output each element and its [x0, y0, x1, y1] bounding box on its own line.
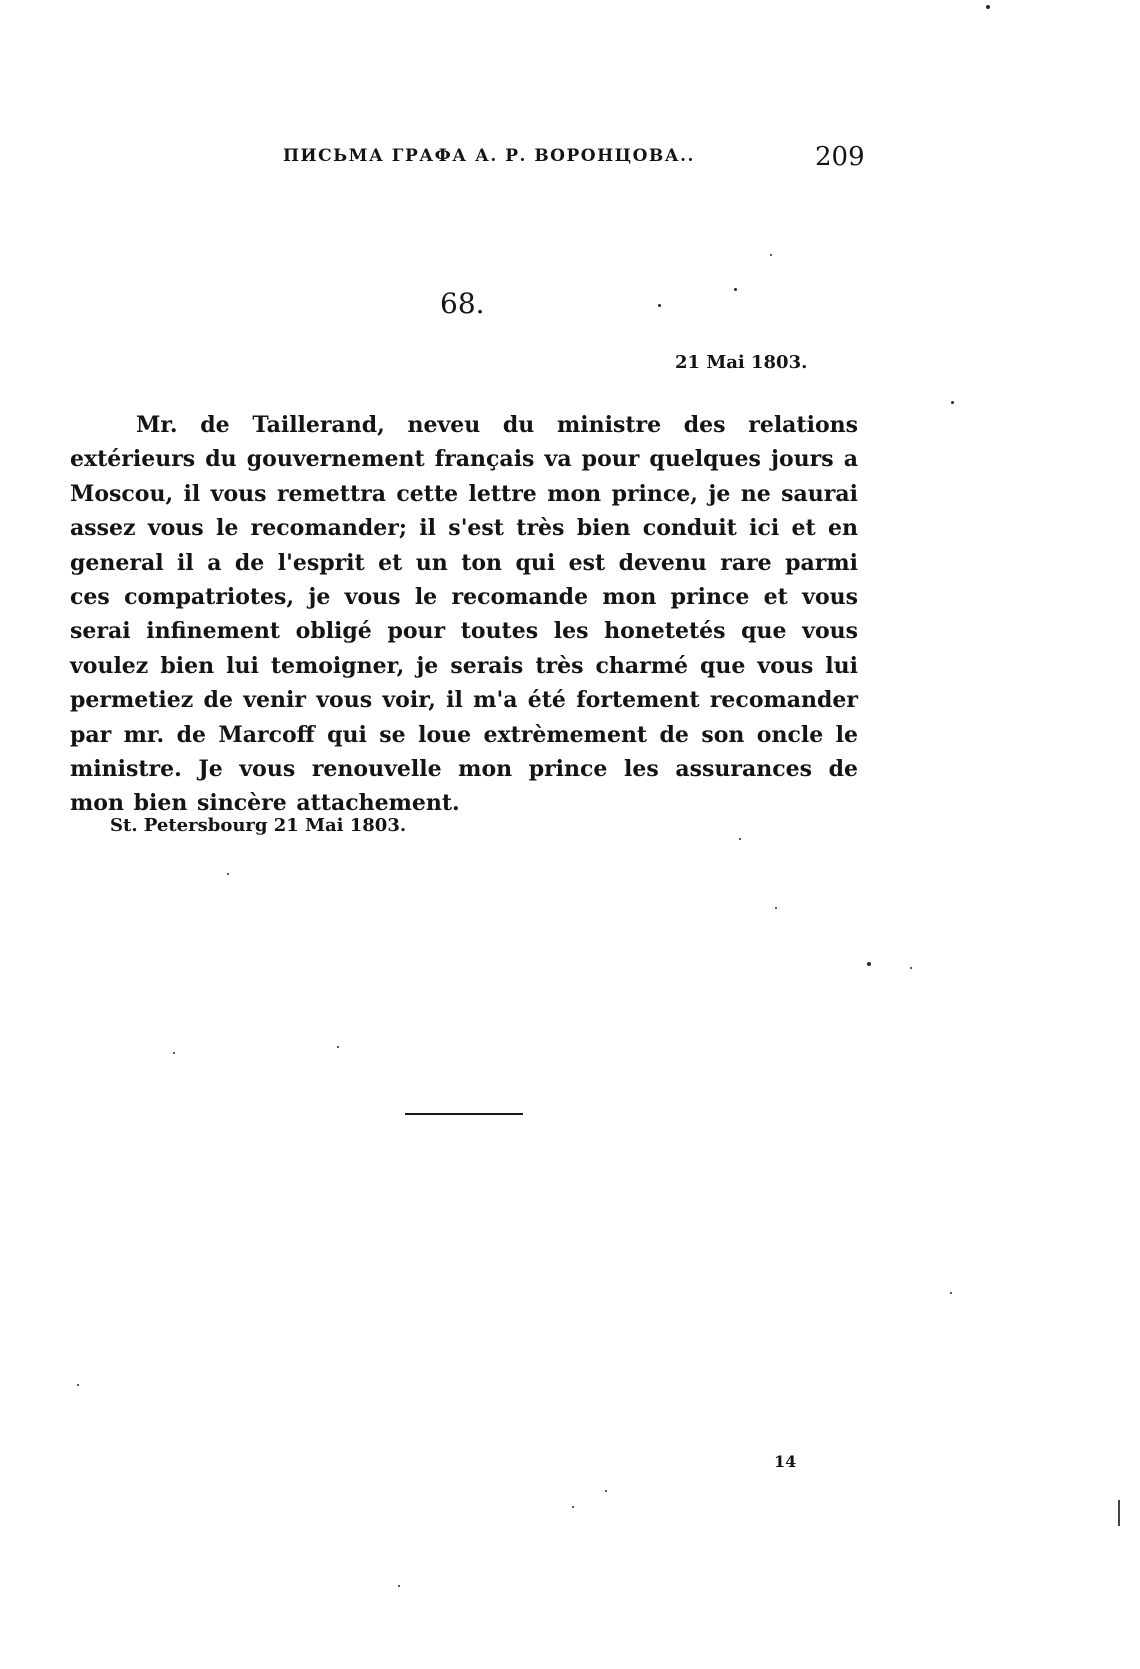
scan-speck: [572, 1506, 574, 1508]
scan-edge-mark: [1118, 1500, 1120, 1526]
scan-speck: [77, 1384, 79, 1386]
scan-speck: [910, 967, 912, 969]
scan-speck: [173, 1052, 175, 1054]
scan-speck: [658, 304, 661, 307]
page-number: 209: [815, 142, 865, 172]
scan-speck: [770, 254, 772, 256]
printer-signature-mark: 14: [774, 1452, 797, 1471]
section-divider: [405, 1113, 523, 1115]
letter-body: Mr. de Taillerand, neveu du ministre des relations extérieurs du gouvernement français va pour quelques jours a Moscou, il vous remettra cette lettre mon prince, je ne saurai assez vous le recomander; il s'est très bien conduit ici et en general il a de l'esprit et un ton qui est devenu rare parmi ces compatriotes, je vous le recomande mon prince et vous serai infinement obligé pour toutes les honetetés que vous voulez bien lui temoigner, je serais très charmé que vous lui permetiez de venir vous voir, il m'a été fortement recomander par mr. de Marcoff qui se loue extrèmement de son oncle le ministre. Je vous renouvelle mon prince les assurances de mon bien sincère attachement.: [70, 412, 858, 817]
scan-speck: [867, 962, 871, 966]
scan-speck: [227, 873, 229, 875]
scan-speck: [734, 288, 737, 291]
scan-speck: [605, 1490, 607, 1492]
scan-speck: [739, 838, 741, 840]
letter-number: 68.: [440, 287, 485, 320]
scan-speck: [951, 401, 954, 404]
running-title: ПИСЬМА ГРАФА А. Р. ВОРОНЦОВА..: [283, 146, 695, 166]
letter-date: 21 Mai 1803.: [675, 352, 808, 373]
scan-speck: [337, 1046, 339, 1048]
scan-speck: [775, 907, 777, 909]
scan-speck: [398, 1585, 400, 1587]
scan-speck: [986, 5, 990, 9]
scan-speck: [950, 1292, 952, 1294]
letter-place-date: St. Petersbourg 21 Mai 1803.: [110, 815, 407, 836]
